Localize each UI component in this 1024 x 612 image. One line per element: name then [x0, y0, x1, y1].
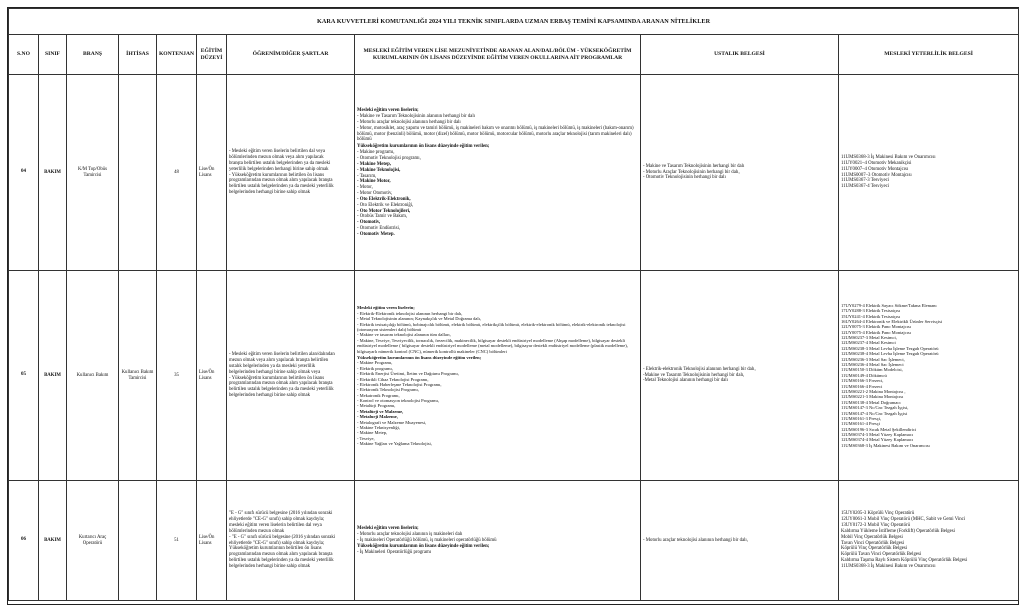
row-brans: K/M Top/Obüs Tamircisi — [67, 75, 119, 271]
text-line: programlarından mezun olmak alım yapılacak branşta — [229, 552, 333, 558]
text-line: 12UMS0238-3 Metal Levha İşleme Tezgah Operatörü — [841, 345, 939, 351]
header-sinif: SINIF — [39, 35, 67, 75]
text-line: 11UMS0147-3 Nc/Cnc Tezgah İşçisi, — [841, 405, 909, 411]
row-ustalik — [641, 481, 839, 601]
row-ustalik — [641, 75, 839, 271]
header-row — [9, 35, 1019, 75]
text-line: 12UMS0196-3 Sıcak Metal Şekillendirici — [841, 426, 917, 432]
text-line: - Mesleki eğitim veren liselerin belirtilen alan/dalından — [229, 352, 335, 358]
row-ogrenim — [227, 481, 355, 601]
header-sno: S.NO — [9, 35, 39, 75]
text-line: - Metalürji ve Malzeme, — [357, 408, 404, 414]
text-line: - Makine Yağları ve Yağlama Teknolojisi, — [357, 441, 432, 447]
row-egitim-duzeyi: Lise/Ön Lisans — [197, 75, 227, 271]
text-line: - Elektronik Haberleşme Teknolojisi Programı, — [357, 381, 442, 387]
text-line: Köprülü Tavan Vinci Operatörlük Belgesi — [841, 552, 922, 558]
text-line: - Otomotiv Endüstrisi, — [357, 226, 401, 232]
header-ustalik: USTALIK BELGESİ — [641, 35, 839, 75]
row-kontenjan: 51 — [157, 481, 197, 601]
text-line: branşta belirtilen ustalık belgelerinden ya da mesleki — [229, 160, 331, 166]
text-line: bölümlerinden mezun olmak veya alım yapılacak — [229, 154, 324, 160]
text-line: - Metalurji Malzeme, — [357, 414, 398, 420]
requirements-table — [8, 8, 1019, 601]
text-line: - Makine Programı, — [357, 360, 393, 366]
text-line: - Makine Metep, — [357, 430, 388, 436]
text-line: - Elektrikli Cihaz Teknolojisi Programı, — [357, 376, 429, 382]
row-ihtisas — [119, 75, 157, 271]
text-line: Yükseköğretim kurumlarının ön lisans düzeyinde eğitim verilen; — [357, 144, 490, 150]
text-line: - Otobüs Tamir ve Bakım, — [357, 214, 408, 220]
text-line: 11UMS0368-3 İş Makinesi Bakım ve Onarımcısı — [841, 442, 930, 448]
text-line: 11UMS0161-3 Presçi, — [841, 415, 882, 421]
row-sno: 06 — [9, 481, 39, 601]
document-sheet — [7, 7, 1019, 605]
text-line: Köprülü Vinç Operatörlük Belgesi — [841, 546, 908, 552]
text-line: - Motorlu araçlar teknolojisi alanının herhangi bir dalı, — [643, 537, 748, 543]
row-yeterlilik — [839, 75, 1019, 271]
title-row — [9, 9, 1019, 35]
text-line: mezun olmak veya alım yapılacak branşta belirtilen — [229, 357, 329, 363]
text-line: - Oto Elektrik-Elektronik, — [357, 196, 411, 202]
text-line: - Elektrik tesisatçılığı bölümü, bobinajcılık bölümü, elektrik bölümü, elektrikçilik bölümü, elektrik-elektronik bölümü, elektrik-elektronik teknolojisi (otomasyon sistemleri dalı) bölümü — [357, 321, 626, 332]
text-line: Yükseköğretim kurumlarının ön lisans düzeyinde eğitim verilen; — [357, 354, 482, 360]
text-line: 11UMS0367-4 Tesviyeci — [841, 184, 890, 190]
row-yeterlilik — [839, 271, 1019, 481]
text-line: - Metalografi ve Malzeme Muayenesi, — [357, 419, 427, 425]
row-ihtisas: Kullanıcı Bakım Tamircisi — [119, 271, 157, 481]
row-sno: 05 — [9, 271, 39, 481]
header-ihtisas: İHTİSAS — [119, 35, 157, 75]
text-line: - Makine Teknisyenliği, — [357, 425, 400, 431]
row-meslek — [355, 75, 641, 271]
row-ihtisas — [119, 481, 157, 601]
table-row — [9, 271, 1019, 481]
text-line: - İş makineleri Operatörlüğü bölümü, iş makineleri operatörlüğü bölümü — [357, 537, 497, 543]
text-line: 12UMS0236-4 Metal Sac İşlemeci — [841, 362, 904, 368]
text-line: - Yükseköğretim kurumlarının belirtilen ön lisans — [229, 172, 325, 178]
text-line: - Mekatronik Programı, — [357, 392, 400, 398]
row-egitim-duzeyi: Lise/Ön Lisans — [197, 271, 227, 481]
row-ustalik — [641, 271, 839, 481]
row-ogrenim — [227, 75, 355, 271]
text-line: 12UMS0237-4 Metal Kesimci — [841, 340, 896, 346]
text-line: 12UMS0238-4 Metal Levha İşleme Tezgah Operatörü — [841, 351, 939, 357]
row-sinif: BAKIM — [39, 481, 67, 601]
text-line: ehliyetlerde "CE-G" sınıfı) sahip olmak kaydıyla; — [229, 517, 325, 523]
text-line: - Oto Elektrik ve Elektroniği, — [357, 202, 414, 208]
text-line: 12UMS0221-3 Makina Montajcısı — [841, 394, 904, 400]
text-line: - İş Makineleri Operatörlüğü programı — [357, 550, 432, 556]
text-line: - Otomotiv Metep. — [357, 231, 395, 237]
text-line: - Otomotiv Teknolojisinin herhangi bir dalı — [643, 175, 726, 181]
text-line: - Tasarım, — [357, 173, 377, 179]
text-line: - Kontrol ve otomasyon teknolojisi Programı, — [357, 398, 439, 404]
text-line: - Yükseköğretim kurumlarının belirtilen ön lisans — [229, 375, 325, 381]
text-line: - Elektrik-Elektronik teknolojisi alanının herhangi bir dalı, — [357, 310, 463, 316]
text-line: - Otomotiv Teknolojisi programı, — [357, 155, 421, 161]
text-line: - Tesviye, — [357, 435, 375, 441]
text-line: 11UMS0166-3 Frezeci, — [841, 378, 884, 384]
text-line: 12UY0075-4 Elektrik Pano Montajcısı — [841, 329, 911, 335]
text-line: belgelerinden herhangi birine sahip olmak — [229, 563, 310, 569]
text-line: mesleki eğitim veren liselerin belirtilen dal veya — [229, 522, 322, 528]
table-row — [9, 75, 1019, 271]
text-line: 12UMS0236-3 Metal Sac İşlemeci, — [841, 356, 905, 362]
text-line: belgelerinden herhangi birine sahip olmak — [229, 190, 310, 196]
text-line: Mobil Vinç Operatörlük Belgesi — [841, 534, 903, 540]
row-brans: Kurtarıcı Araç Operatörü — [67, 481, 119, 601]
text-line: 12UMS0374-3 Metal Yüzey Kaplamacı — [841, 432, 913, 438]
row-ogrenim — [227, 271, 355, 481]
text-line: 12UMS0374-4 Metal Yüzey Kaplamacı — [841, 437, 913, 443]
text-line: 11UMS0368-3 İş Makinesi Bakım ve Onarımcısı — [841, 154, 936, 160]
text-line: - Makine ve tasarım teknolojisi alanının tüm dalları, — [357, 332, 451, 338]
text-line: - Elektrik Enerjisi Üretimi, İletim ve Dağıtımı Programı, — [357, 371, 459, 377]
text-line: 15UY0241-4 Elektrik Tesisatçısı — [841, 313, 901, 319]
text-line: Kaldırma Yükleme İstifleme (Forklift) Operatörlük Belgesi — [841, 528, 955, 534]
text-line: 11UMS0161-4 Presçi — [841, 421, 880, 427]
text-line: 12UY0075-3 Elektrik Pano Montajcısı — [841, 324, 911, 330]
text-line: Tavan Vinci Operatörlük Belgesi — [841, 540, 905, 546]
row-sno: 04 — [9, 75, 39, 271]
header-kontenjan: KONTENJAN — [157, 35, 197, 75]
text-line: belgelerinden herhangi birine sahip olmak — [229, 393, 310, 399]
text-line: yeterlilik belgelerinden herhangi birine sahip olmak — [229, 166, 329, 172]
text-line: belirtilen ustalık belgelerinden ya da mesleki yeterlilik — [229, 387, 334, 393]
text-line: Yükseköğretim kurumlarının belirtilen ön lisans — [229, 546, 322, 552]
text-line: - Makine ve Tasarım Teknolojisinin alanının herhangi bir dalı — [357, 114, 475, 120]
text-line: - Metalürji Programı, — [357, 403, 396, 409]
text-line: - "E - G" sınıfı sürücü belgesine (2016 yılından sonraki — [229, 534, 336, 540]
text-line: - Otomotiv, — [357, 220, 381, 226]
text-line: ehliyetlerde "CE-G" sınıfı) sahip olmak kaydıyla; — [229, 540, 325, 546]
text-line: 11UY0007–4 Otomotiv Montajcısı — [841, 166, 909, 172]
text-line: 11UMS0147-4 Nc/Cnc Tezgah İşçisi — [841, 410, 908, 416]
header-meslek: MESLEKİ EĞİTİM VEREN LİSE MEZUNİYETİNDE ARANAN ALAN/DAL/BÖLÜM - YÜKSEKÖĞRETİM KURUMLARININ ÖN LİSANS DÜZEYİNDE EĞİTİM VEREN OKULLARINA AİT PROGRAMLAR — [355, 35, 641, 75]
text-line: - Motorlu araçlar teknolojisi alanının iş makineleri dalı — [357, 531, 463, 537]
text-line: 11UY0021–4 Otomotiv Mekanikçisi — [841, 160, 912, 166]
table-row — [9, 481, 1019, 601]
header-egitim-duzeyi: EĞİTİM DÜZEYİ — [197, 35, 227, 75]
text-line: 17UY0288-3 Elektrik Tesisatçısı — [841, 308, 901, 314]
text-line: - Makine Teknolojisi, — [357, 167, 401, 173]
text-line: - Motor Otomotiv, — [357, 191, 393, 197]
text-line: - Makine, Tesviye, Tesviyecilik, tornacılık, frezecilik, makinecilik, bilgisayar destekli endüstriyel modelleme (Ahşap modelleme), bilgisayar destekli endüstriyel modelleme ( bilgisayar destekli endüstriyel modelleme (metal modelleme), bilgisayar destekli endüstriyel modelleme (plastik modelleme), bilgisayarlı nümerik kontrol (CNC), nümerik kontrollü makineler (CNC) bölümleri — [357, 337, 628, 354]
text-line: - Makine ve Tasarım Teknolojisinin herhangi bir dalı — [643, 163, 745, 169]
text-line: Mesleki eğitim veren liselerin; — [357, 108, 419, 114]
text-line: programlarından mezun olmak alım yapılacak branşta — [229, 178, 333, 184]
text-line: - Metal Teknolojisinin alanının; Kaynakçılık ve Metal Doğrama dalı, — [357, 316, 481, 322]
text-line: 11UMS0149-4 Dökümcü — [841, 372, 887, 378]
text-line: - Oto Motor Teknolojileri, — [357, 208, 411, 214]
text-line: - Motorlu Araçlar Teknolojisinin herhangi bir dalı, — [643, 169, 740, 175]
text-line: belirtilen ustalık belgelerinden ya da mesleki yeterlilik — [229, 558, 334, 564]
text-line: Mesleki eğitim veren liselerin; — [357, 305, 415, 311]
header-brans: BRANŞ — [67, 35, 119, 75]
text-line: 11UMS0150-3 Döküm Modelcisi, — [841, 367, 903, 373]
text-line: - Elektrik programı, — [357, 365, 393, 371]
row-yeterlilik — [839, 481, 1019, 601]
text-line: - Motorlu araçlar teknolojisi alanının herhangi bir dalı — [357, 119, 461, 125]
text-line: 11UMS0007–3 Otomotiv Montajcısı — [841, 172, 912, 178]
text-line: 13UY0172-3 Mobil Vinç Operatörü — [841, 522, 911, 528]
text-line: Mesleki eğitim veren liselerin; — [357, 525, 419, 531]
text-line: bölümlerinden mezun olmak — [229, 528, 285, 534]
text-line: -Makine ve Tasarım Teknolojisinin herhangi bir dalı, — [643, 372, 745, 378]
document-title: KARA KUVVETLERİ KOMUTANLIĞI 2024 YILI TEKNİK SINIFLARDA UZMAN ERBAŞ TEMİNİ KAPSAMINDA ARANAN NİTELİKLER — [9, 9, 1019, 35]
text-line: - Elektronik Teknolojisi Programı, — [357, 387, 419, 393]
text-line: - Elektrik-elektronik Teknolojisi alanının herhangi bir dalı, — [643, 366, 756, 372]
row-egitim-duzeyi: Lise/Ön Lisans — [197, 481, 227, 601]
text-line: 12UMS0237-3 Metal Kesimci, — [841, 335, 897, 341]
row-sinif: BAKIM — [39, 75, 67, 271]
row-sinif: BAKIM — [39, 271, 67, 481]
text-line: Yükseköğretim kurumlarının ön lisans düzeyinde eğitim verilen; — [357, 544, 490, 550]
text-line: Kaldırma Taşıma Raylı Sistem Köprülü Vinç Operatörlük Belgesi — [841, 558, 968, 564]
text-line: ustalık belgelerinden ya da mesleki yeterlilik — [229, 363, 316, 369]
text-line: 16UY0264-4 Elektronik ve Elektrikli Ürünler Servisçisi — [841, 318, 943, 324]
text-line: -Metal Teknolojisi alanının herhangi bir dalı — [643, 378, 728, 384]
text-line: - Makine Motor, — [357, 179, 391, 185]
text-line: 11UMS0367-3 Tesviyeci — [841, 178, 890, 184]
text-line: 15UY0205-3 Köprülü Vinç Operatörü — [841, 511, 915, 517]
text-line: 11UMS0368-3 İş Makinesi Bakım ve Onarımcısı — [841, 563, 936, 569]
text-line: programlarından mezun olmak alım yapılacak branşta — [229, 381, 333, 387]
row-meslek — [355, 481, 641, 601]
text-line: 11UMS0166-4 Frezeci — [841, 383, 883, 389]
text-line: - Makine Metep, — [357, 161, 391, 167]
row-meslek — [355, 271, 641, 481]
text-line: - Mesleki eğitim veren liselerin belirtilen dal veya — [229, 149, 326, 155]
text-line: - Motor, — [357, 185, 373, 191]
text-line: 12UMS0221-2 Makina Montajcısı , — [841, 388, 906, 394]
text-line: 12UY0061-3 Mobil Vinç Operatörü (MHC, Sabit ve Gemi Vinci — [841, 517, 966, 523]
text-line: "E - G" sınıfı sürücü belgesine (2016 yılından sonraki — [229, 511, 333, 517]
text-line: 11UMS0138-4 Metal Doğramacı — [841, 399, 901, 405]
text-line: belirtilen ustalık belgelerinden ya da mesleki yeterlilik — [229, 184, 334, 190]
row-kontenjan: 48 — [157, 75, 197, 271]
text-line: 17UY0279-4 Elektrik Sayacı Sökme/Takma Elemanı — [841, 302, 937, 308]
header-yeterlilik: MESLEKİ YETERLİLİK BELGESİ — [839, 35, 1019, 75]
row-brans: Kullanıcı Bakım — [67, 271, 119, 481]
row-kontenjan: 35 — [157, 271, 197, 481]
header-ogrenim: ÖĞRENİM/DİĞER ŞARTLAR — [227, 35, 355, 75]
text-line: - Motor, motosiklet, araç yapımı ve tamiri bölümü, iş makineleri bakım ve onarımı bölümü, iş makineleri bölümü, iş makineleri (bakım-onarım) bölümü, motor (benzinli) bölümü, motor (dizel) bölümü, motor bölümü, motorcular bölümü, motorlu araçlar teknolojisi (tarım makineleri dalı) bölümü — [357, 125, 634, 143]
text-line: - Makine programı, — [357, 150, 395, 156]
text-line: belgelerinden herhangi birine sahip olmak veya — [229, 369, 321, 375]
